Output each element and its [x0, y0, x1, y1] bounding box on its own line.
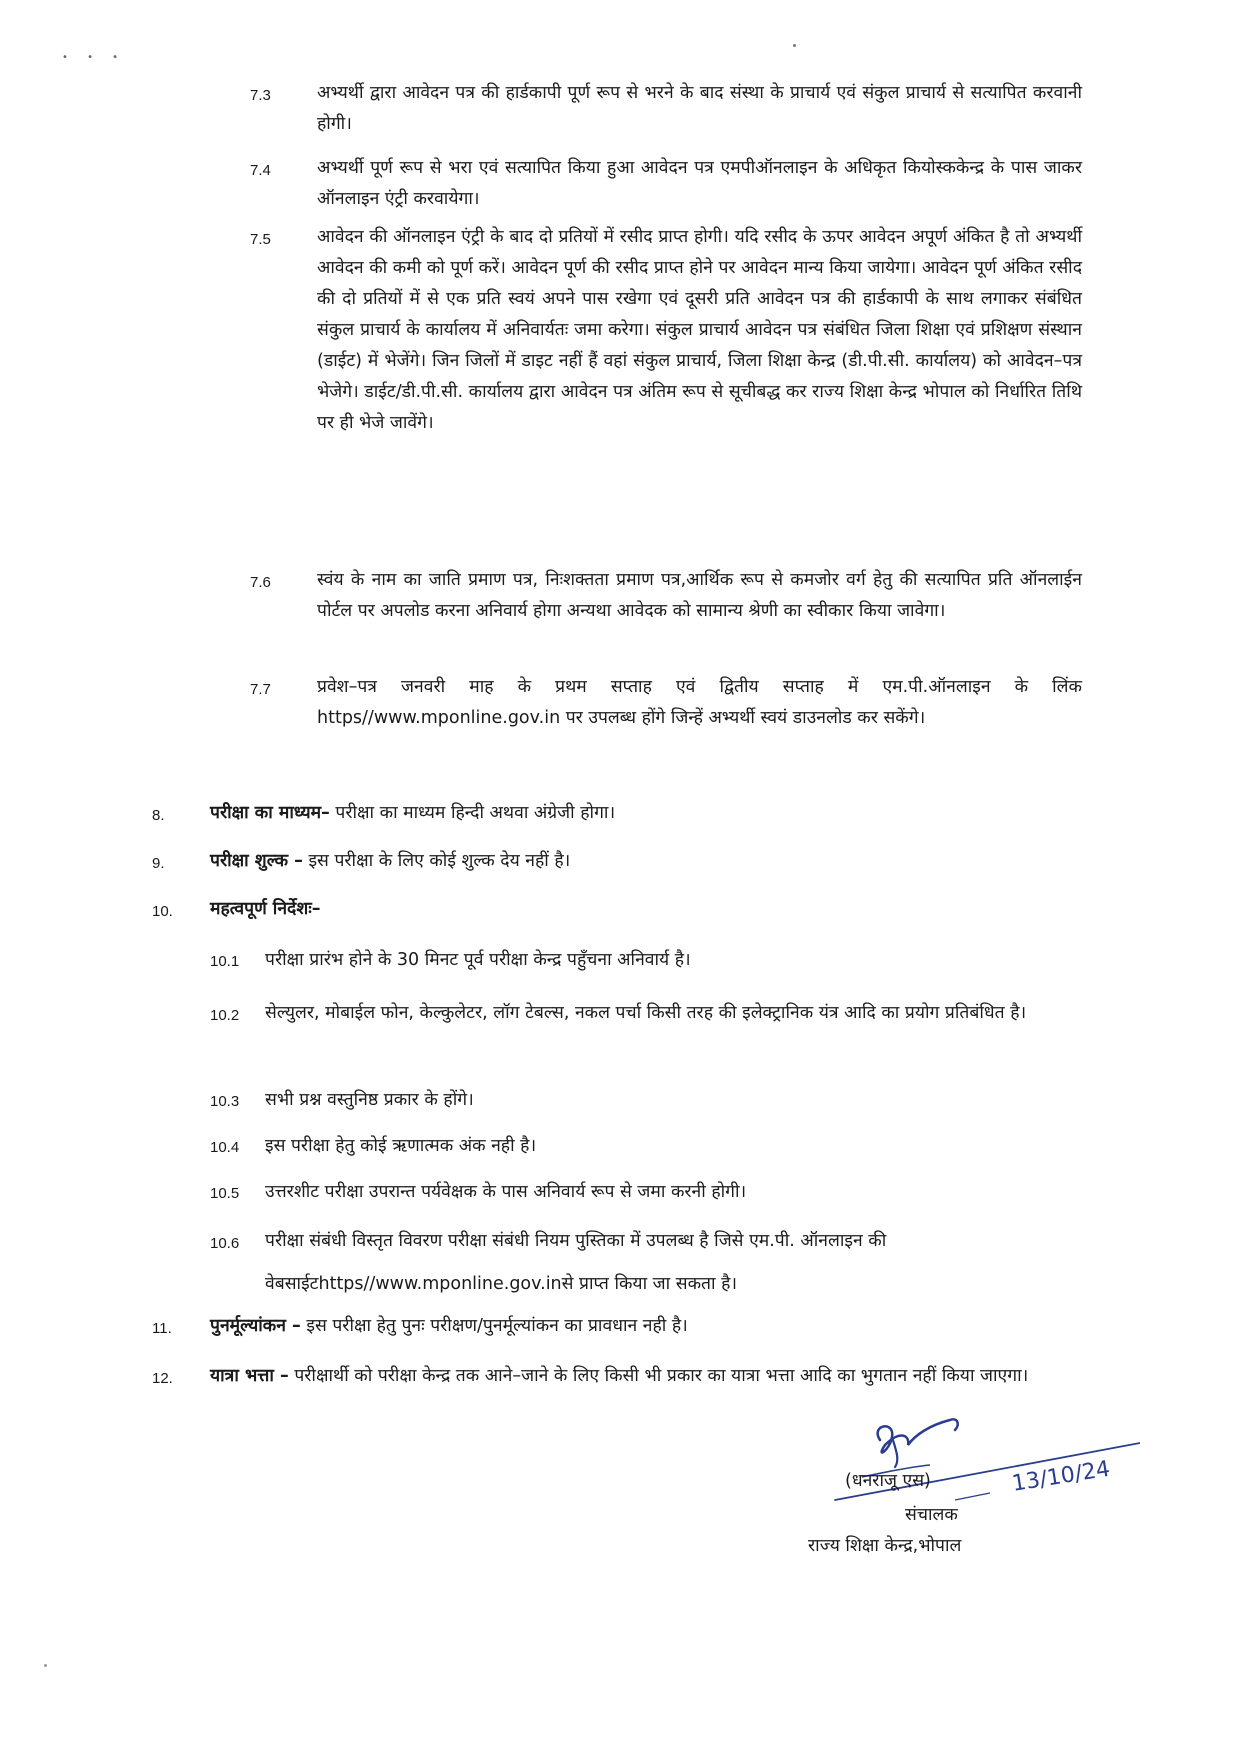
clause-10	[152, 893, 1082, 926]
signatory-designation: संचालक	[905, 1505, 958, 1525]
clause-9	[152, 845, 1082, 878]
clause-number: 10.4	[210, 1139, 240, 1156]
clause-text: स्वंय के नाम का जाति प्रमाण पत्र, निःशक्तता प्रमाण पत्र,आर्थिक रूप से कमजोर वर्ग हेतु की सत्यापित प्रति ऑनलाईन पोर्टल पर अपलोड करना अनिवार्य होगा अन्यथा आवेदक को सामान्य श्रेणी का स्वीकार किया जावेगा।	[317, 570, 1082, 621]
clause-text: इस परीक्षा हेतु कोई ऋणात्मक अंक नही है।	[265, 1136, 537, 1156]
clause-12	[152, 1355, 1082, 1398]
signatory-name: (धनराजू एस)	[845, 1471, 931, 1491]
clause-text: सभी प्रश्न वस्तुनिष्ठ प्रकार के होंगे।	[265, 1090, 474, 1110]
clause-number: 10.3	[210, 1093, 240, 1110]
clause-7-3	[252, 78, 1082, 140]
clause-heading: महत्वपूर्ण निर्देशः–	[210, 899, 321, 919]
clause-7-6	[252, 565, 1082, 627]
clause-number: 12.	[152, 1370, 173, 1387]
clause-text: सेल्युलर, मोबाईल फोन, केल्कुलेटर, लॉग टेबल्स, नकल पर्चा किसी तरह की इलेक्ट्रानिक यंत्र आदि का प्रयोग प्रतिबंधित है।	[265, 1003, 1027, 1023]
clause-11	[152, 1310, 1082, 1343]
clause-text: आवेदन की ऑनलाइन एंट्री के बाद दो प्रतियों में रसीद प्राप्त होगी। यदि रसीद के ऊपर आवेदन अपूर्ण अंकित है तो अभ्यर्थी आवेदन की कमी को पूर्ण करें। आवेदन पूर्ण की रसीद प्राप्त होने पर आवेदन मान्य किया जायेगा। आवेदन पूर्ण अंकित रसीद की दो प्रतियों में से एक प्रति स्वयं अपने पास रखेगा एवं दूसरी प्रति आवेदन पत्र की हार्डकापी के साथ लगाकर संबंधित संकुल प्राचार्य के कार्यालय में अनिवार्यतः जमा करेगा। संकुल प्राचार्य आवेदन पत्र संबंधित जिला शिक्षा एवं प्रशिक्षण संस्थान (डाईट) में भेजेंगे। जिन जिलों में डाइट नहीं हैं वहां संकुल प्राचार्य, जिला शिक्षा केन्द्र (डी.पी.सी. कार्यालय) को आवेदन–पत्र भेजेगे। डाईट/डी.पी.सी. कार्यालय द्वारा आवेदन पत्र अंतिम रूप से सूचीबद्ध कर राज्य शिक्षा केन्द्र भोपाल को निर्धारित तिथि पर ही भेजे जावेंगे।	[317, 227, 1082, 433]
handwritten-signature	[800, 1405, 1140, 1625]
clause-text: परीक्षा संबंधी विस्तृत विवरण परीक्षा संबंधी नियम पुस्तिका में उपलब्ध है जिसे एम.पी. ऑनलाइन की वेबसाईटhttps//www.mponline.gov.inसे प्राप्त किया जा सकता है।	[265, 1231, 887, 1294]
clause-text: प्रवेश–पत्र जनवरी माह के प्रथम सप्ताह एवं द्वितीय सप्ताह में एम.पी.ऑनलाइन के लिंक https//www.mponline.gov.in पर उपलब्ध होंगे जिन्हें अभ्यर्थी स्वयं डाउनलोड कर सकेंगे।	[317, 677, 1082, 728]
clause-number: 8.	[152, 807, 165, 824]
clause-text: परीक्षा प्रारंभ होने के 30 मिनट पूर्व परीक्षा केन्द्र पहुँचना अनिवार्य है।	[265, 950, 691, 970]
clause-number: 10.5	[210, 1185, 240, 1202]
clause-text: परीक्षा का माध्यम हिन्दी अथवा अंग्रेजी होगा।	[329, 803, 616, 823]
clause-text: अभ्यर्थी द्वारा आवेदन पत्र की हार्डकापी पूर्ण रूप से भरने के बाद संस्था के प्राचार्य एवं संकुल प्राचार्य से सत्यापित करवानी होगी।	[317, 83, 1082, 134]
clause-heading: पुनर्मूल्यांकन –	[210, 1316, 301, 1336]
clause-number: 7.5	[250, 231, 271, 248]
scan-artifact	[793, 44, 796, 47]
clause-7-4	[252, 153, 1082, 215]
clause-heading: परीक्षा शुल्क –	[210, 851, 303, 871]
clause-10-6	[210, 1220, 1080, 1306]
clause-number: 11.	[152, 1320, 172, 1337]
clause-heading: परीक्षा का माध्यम–	[210, 803, 330, 823]
clause-number: 7.6	[250, 574, 271, 591]
clause-text: अभ्यर्थी पूर्ण रूप से भरा एवं सत्यापित किया हुआ आवेदन पत्र एमपीऑनलाइन के अधिकृत कियोस्ककेन्द्र के पास जाकर ऑनलाइन एंट्री करवायेगा।	[317, 158, 1082, 209]
clause-number: 9.	[152, 855, 165, 872]
clause-10-2	[210, 992, 1080, 1035]
clause-text: उत्तरशीट परीक्षा उपरान्त पर्यवेक्षक के पास अनिवार्य रूप से जमा करनी होगी।	[265, 1182, 747, 1202]
scan-artifact	[44, 1664, 47, 1667]
clause-8	[152, 797, 1082, 830]
clause-10-4	[210, 1129, 1090, 1163]
clause-10-5	[210, 1175, 1090, 1209]
clause-number: 10.6	[210, 1235, 240, 1252]
clause-number: 10.1	[210, 953, 240, 970]
signature-date: 13/10/24	[1010, 1456, 1112, 1497]
clause-10-3	[210, 1083, 1090, 1117]
clause-7-5	[252, 222, 1082, 439]
clause-10-1	[210, 943, 1090, 977]
clause-text: इस परीक्षा हेतु पुनः परीक्षण/पुनर्मूल्यांकन का प्रावधान नही है।	[300, 1316, 688, 1336]
clause-number: 7.3	[250, 87, 271, 104]
clause-number: 10.	[152, 903, 173, 920]
scan-artifact: • • •	[62, 52, 127, 63]
clause-number: 7.7	[250, 681, 271, 698]
signatory-office: राज्य शिक्षा केन्द्र,भोपाल	[808, 1536, 962, 1556]
clause-7-7	[252, 672, 1082, 734]
clause-text: इस परीक्षा के लिए कोई शुल्क देय नहीं है।	[302, 851, 571, 871]
clause-text: परीक्षार्थी को परीक्षा केन्द्र तक आने–जाने के लिए किसी भी प्रकार का यात्रा भत्ता आदि का भुगतान नहीं किया जाएगा।	[288, 1366, 1029, 1386]
clause-number: 10.2	[210, 1007, 240, 1024]
clause-number: 7.4	[250, 162, 271, 179]
clause-heading: यात्रा भत्ता –	[210, 1366, 289, 1386]
